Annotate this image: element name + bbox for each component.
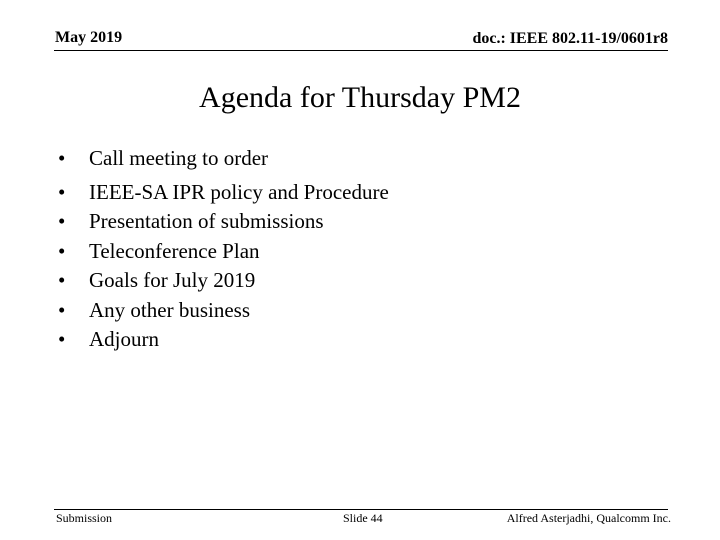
bullet-icon: • (58, 238, 66, 263)
agenda-item-adjourn (58, 325, 389, 355)
header-date: May 2019 (55, 29, 123, 46)
agenda-item-label: Call meeting to order (89, 146, 269, 170)
agenda-item-label: Goals for July 2019 (89, 268, 256, 292)
bullet-icon: • (58, 297, 66, 322)
agenda-item-label: Presentation of submissions (89, 209, 324, 233)
bullet-icon: • (58, 179, 66, 204)
footer-author: Alfred Asterjadhi, Qualcomm Inc. (506, 511, 671, 525)
header-divider (54, 50, 668, 51)
agenda-item-other-business (58, 296, 389, 326)
bullet-icon: • (58, 146, 66, 170)
agenda-item-label: Any other business (89, 297, 250, 322)
agenda-item-label: Teleconference Plan (89, 238, 260, 263)
slide-title: Agenda for Thursday PM2 (199, 81, 521, 114)
footer-submission-label: Submission (56, 511, 113, 525)
bullet-icon: • (58, 327, 66, 351)
agenda-item-call-meeting (58, 144, 389, 174)
bullet-icon: • (58, 209, 66, 233)
agenda-item-goals (58, 266, 389, 296)
footer-divider (54, 509, 668, 510)
agenda-item-label: IEEE-SA IPR policy and Procedure (89, 179, 389, 204)
agenda-item-submissions (58, 207, 389, 237)
footer-slide-number: Slide 44 (343, 511, 383, 525)
header-doc-id: doc.: IEEE 802.11-19/0601r8 (472, 30, 668, 47)
agenda-item-ipr-policy (58, 178, 389, 208)
agenda-item-label: Adjourn (89, 327, 159, 351)
agenda-item-teleconference (58, 237, 389, 267)
agenda-list (58, 144, 389, 355)
bullet-icon: • (58, 268, 66, 292)
